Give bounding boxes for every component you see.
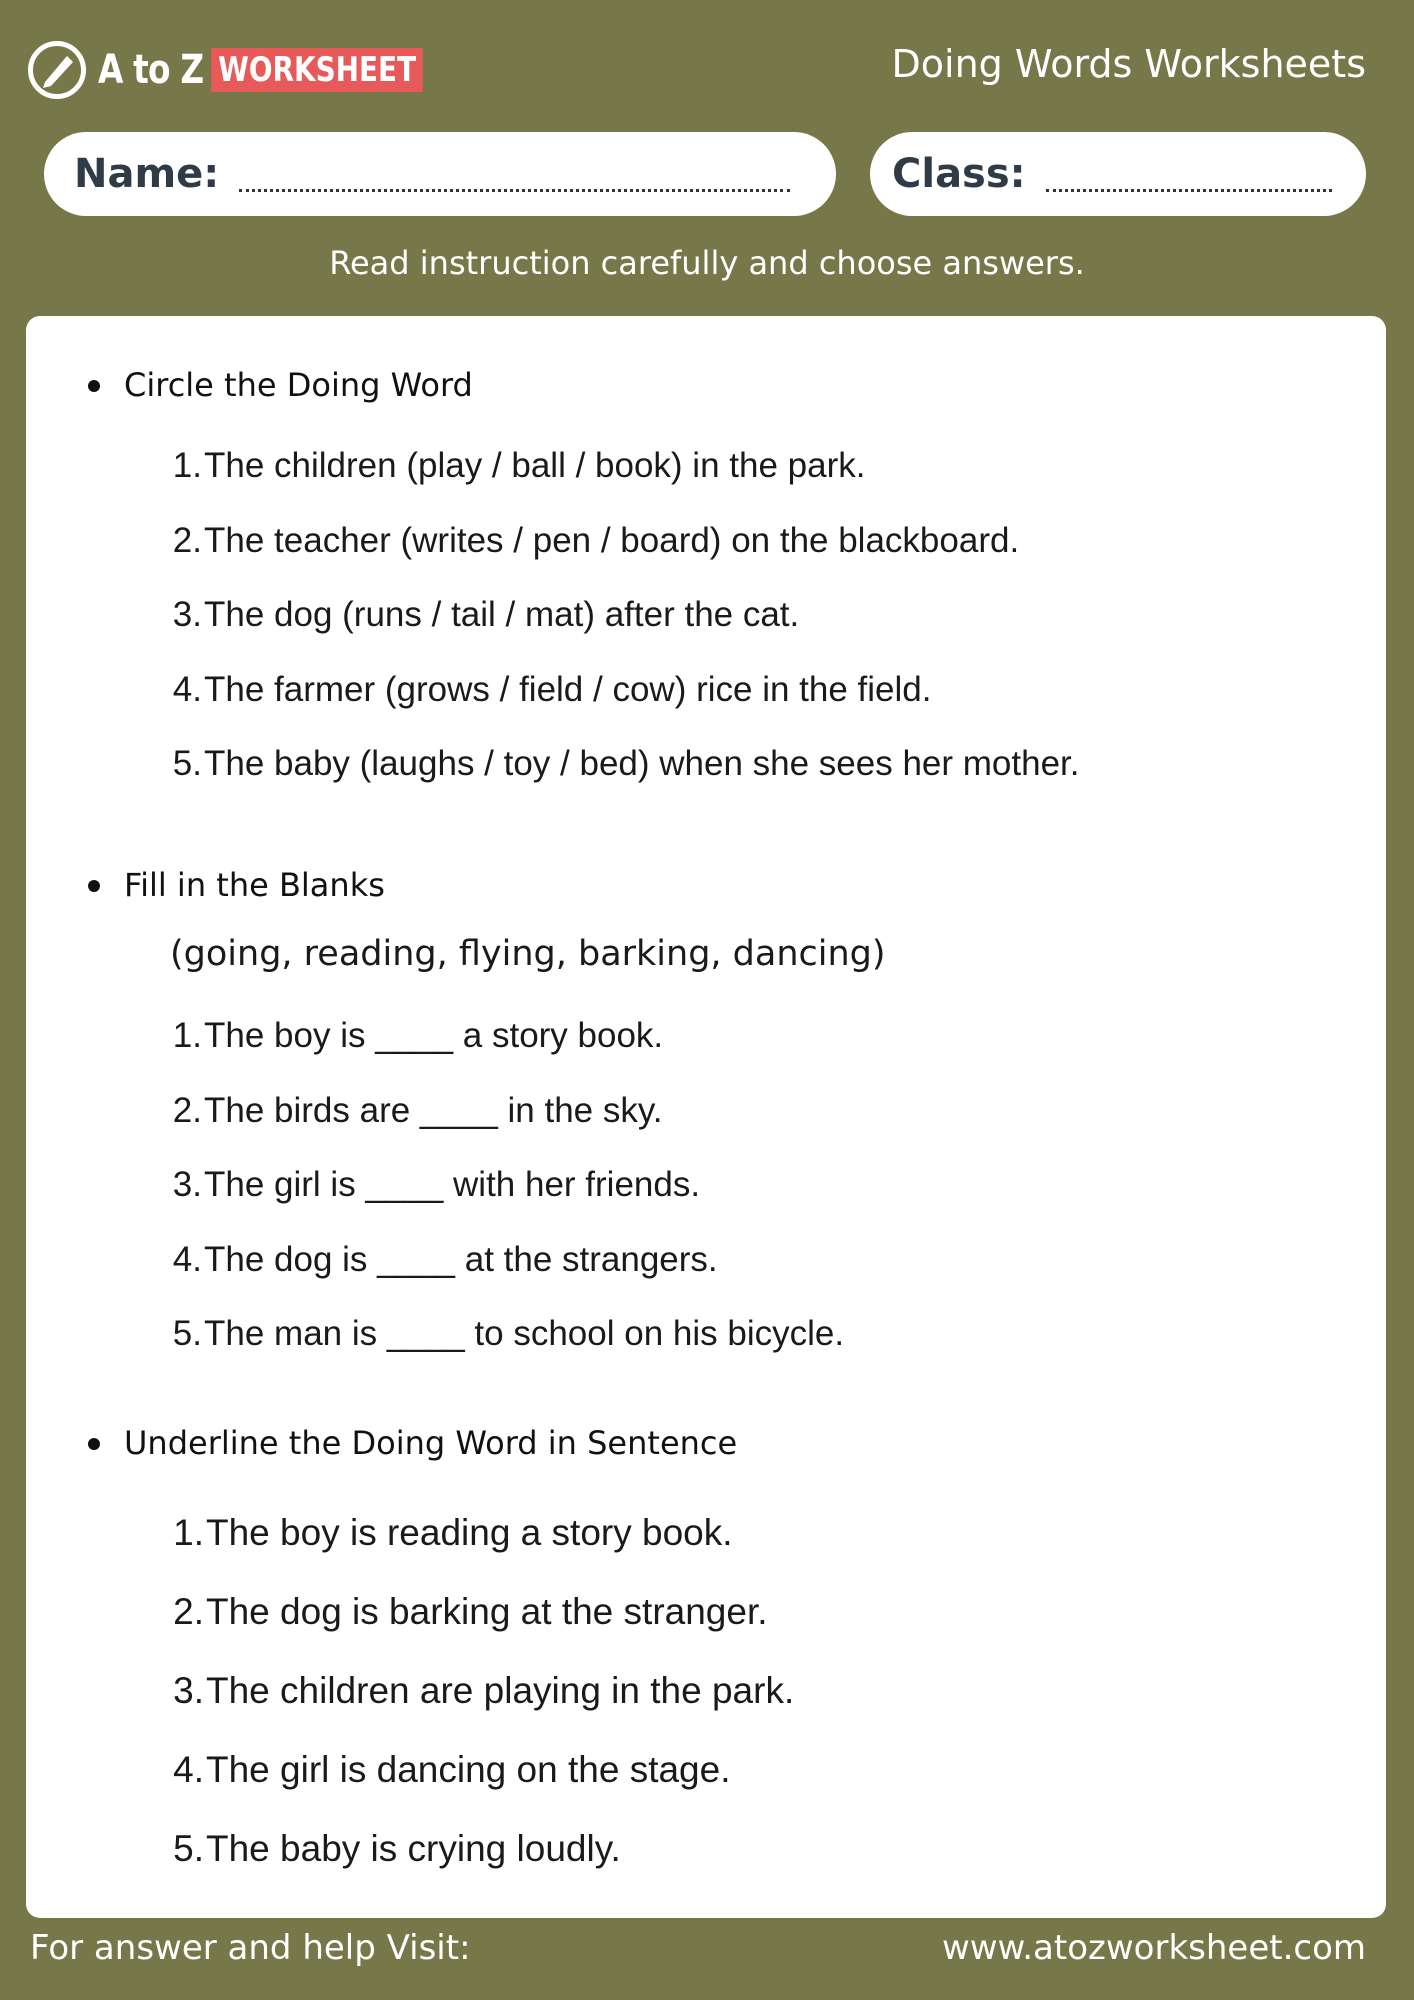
list-item	[168, 1749, 731, 1791]
list-item	[166, 1091, 663, 1131]
item-number: 2.	[173, 1591, 204, 1632]
item-text: The girl is dancing on the stage.	[206, 1749, 731, 1790]
item-number: 2.	[172, 1091, 202, 1130]
name-dotted-line[interactable]	[239, 189, 790, 192]
item-text: The children (play / ball / book) in the park.	[204, 446, 866, 485]
class-dotted-line[interactable]	[1046, 189, 1332, 192]
item-text: The farmer (grows / field / cow) rice in the field.	[204, 670, 932, 709]
item-number: 3.	[173, 1670, 204, 1711]
list-item	[166, 744, 1080, 784]
section-title-circle: Circle the Doing Word	[124, 366, 473, 404]
list-item	[166, 1240, 718, 1280]
item-text: The boy is reading a story book.	[206, 1512, 733, 1553]
item-number: 4.	[172, 1240, 202, 1279]
section-title-fill: Fill in the Blanks	[124, 866, 385, 904]
item-text: The baby (laughs / toy / bed) when she sees her mother.	[204, 744, 1080, 783]
page-title: Doing Words Worksheets	[891, 42, 1366, 86]
item-number: 2.	[172, 521, 202, 560]
list-item	[166, 521, 1019, 561]
name-label: Name:	[74, 151, 220, 197]
logo-badge: WORKSHEET	[212, 48, 423, 92]
item-text: The girl is ____ with her friends.	[204, 1165, 701, 1204]
item-text: The birds are ____ in the sky.	[204, 1091, 663, 1130]
logo-wordmark: A to Z	[98, 47, 204, 93]
item-text: The boy is ____ a story book.	[204, 1016, 664, 1055]
item-text: The children are playing in the park.	[206, 1670, 795, 1711]
item-number: 1.	[172, 1016, 202, 1055]
logo-text	[98, 47, 423, 93]
word-bank: (going, reading, flying, barking, dancing)	[170, 934, 886, 974]
section-title-underline: Underline the Doing Word in Sentence	[124, 1424, 738, 1462]
bullet-icon	[88, 380, 100, 392]
item-number: 4.	[172, 670, 202, 709]
item-number: 5.	[173, 1828, 204, 1869]
instruction-text: Read instruction carefully and choose answers.	[329, 244, 1085, 282]
item-number: 5.	[172, 1314, 202, 1353]
class-label: Class:	[892, 151, 1026, 197]
item-number: 3.	[172, 595, 202, 634]
item-number: 4.	[173, 1749, 204, 1790]
item-text: The dog is ____ at the strangers.	[204, 1240, 718, 1279]
list-item	[166, 1314, 844, 1354]
pencil-logo-icon	[28, 41, 86, 99]
footer-website-link[interactable]: www.atozworksheet.com	[941, 1928, 1366, 1968]
list-item	[168, 1512, 733, 1554]
item-text: The teacher (writes / pen / board) on the blackboard.	[204, 521, 1020, 560]
list-item	[166, 1016, 663, 1056]
logo	[28, 38, 494, 102]
item-number: 1.	[173, 1512, 204, 1553]
bullet-icon	[88, 880, 100, 892]
class-field[interactable]	[870, 132, 1366, 216]
bullet-icon	[88, 1438, 100, 1450]
list-item	[168, 1828, 621, 1870]
item-text: The dog is barking at the stranger.	[206, 1591, 768, 1632]
list-item	[168, 1591, 768, 1633]
name-field[interactable]	[44, 132, 836, 216]
item-text: The man is ____ to school on his bicycle.	[204, 1314, 845, 1353]
list-item	[166, 1165, 700, 1205]
item-text: The dog (runs / tail / mat) after the cat.	[204, 595, 800, 634]
item-number: 5.	[172, 744, 202, 783]
item-text: The baby is crying loudly.	[206, 1828, 621, 1869]
item-number: 1.	[172, 446, 202, 485]
list-item	[166, 446, 865, 486]
footer-help-text: For answer and help Visit:	[30, 1928, 471, 1968]
list-item	[168, 1670, 794, 1712]
list-item	[166, 595, 799, 635]
item-number: 3.	[172, 1165, 202, 1204]
list-item	[166, 670, 931, 710]
